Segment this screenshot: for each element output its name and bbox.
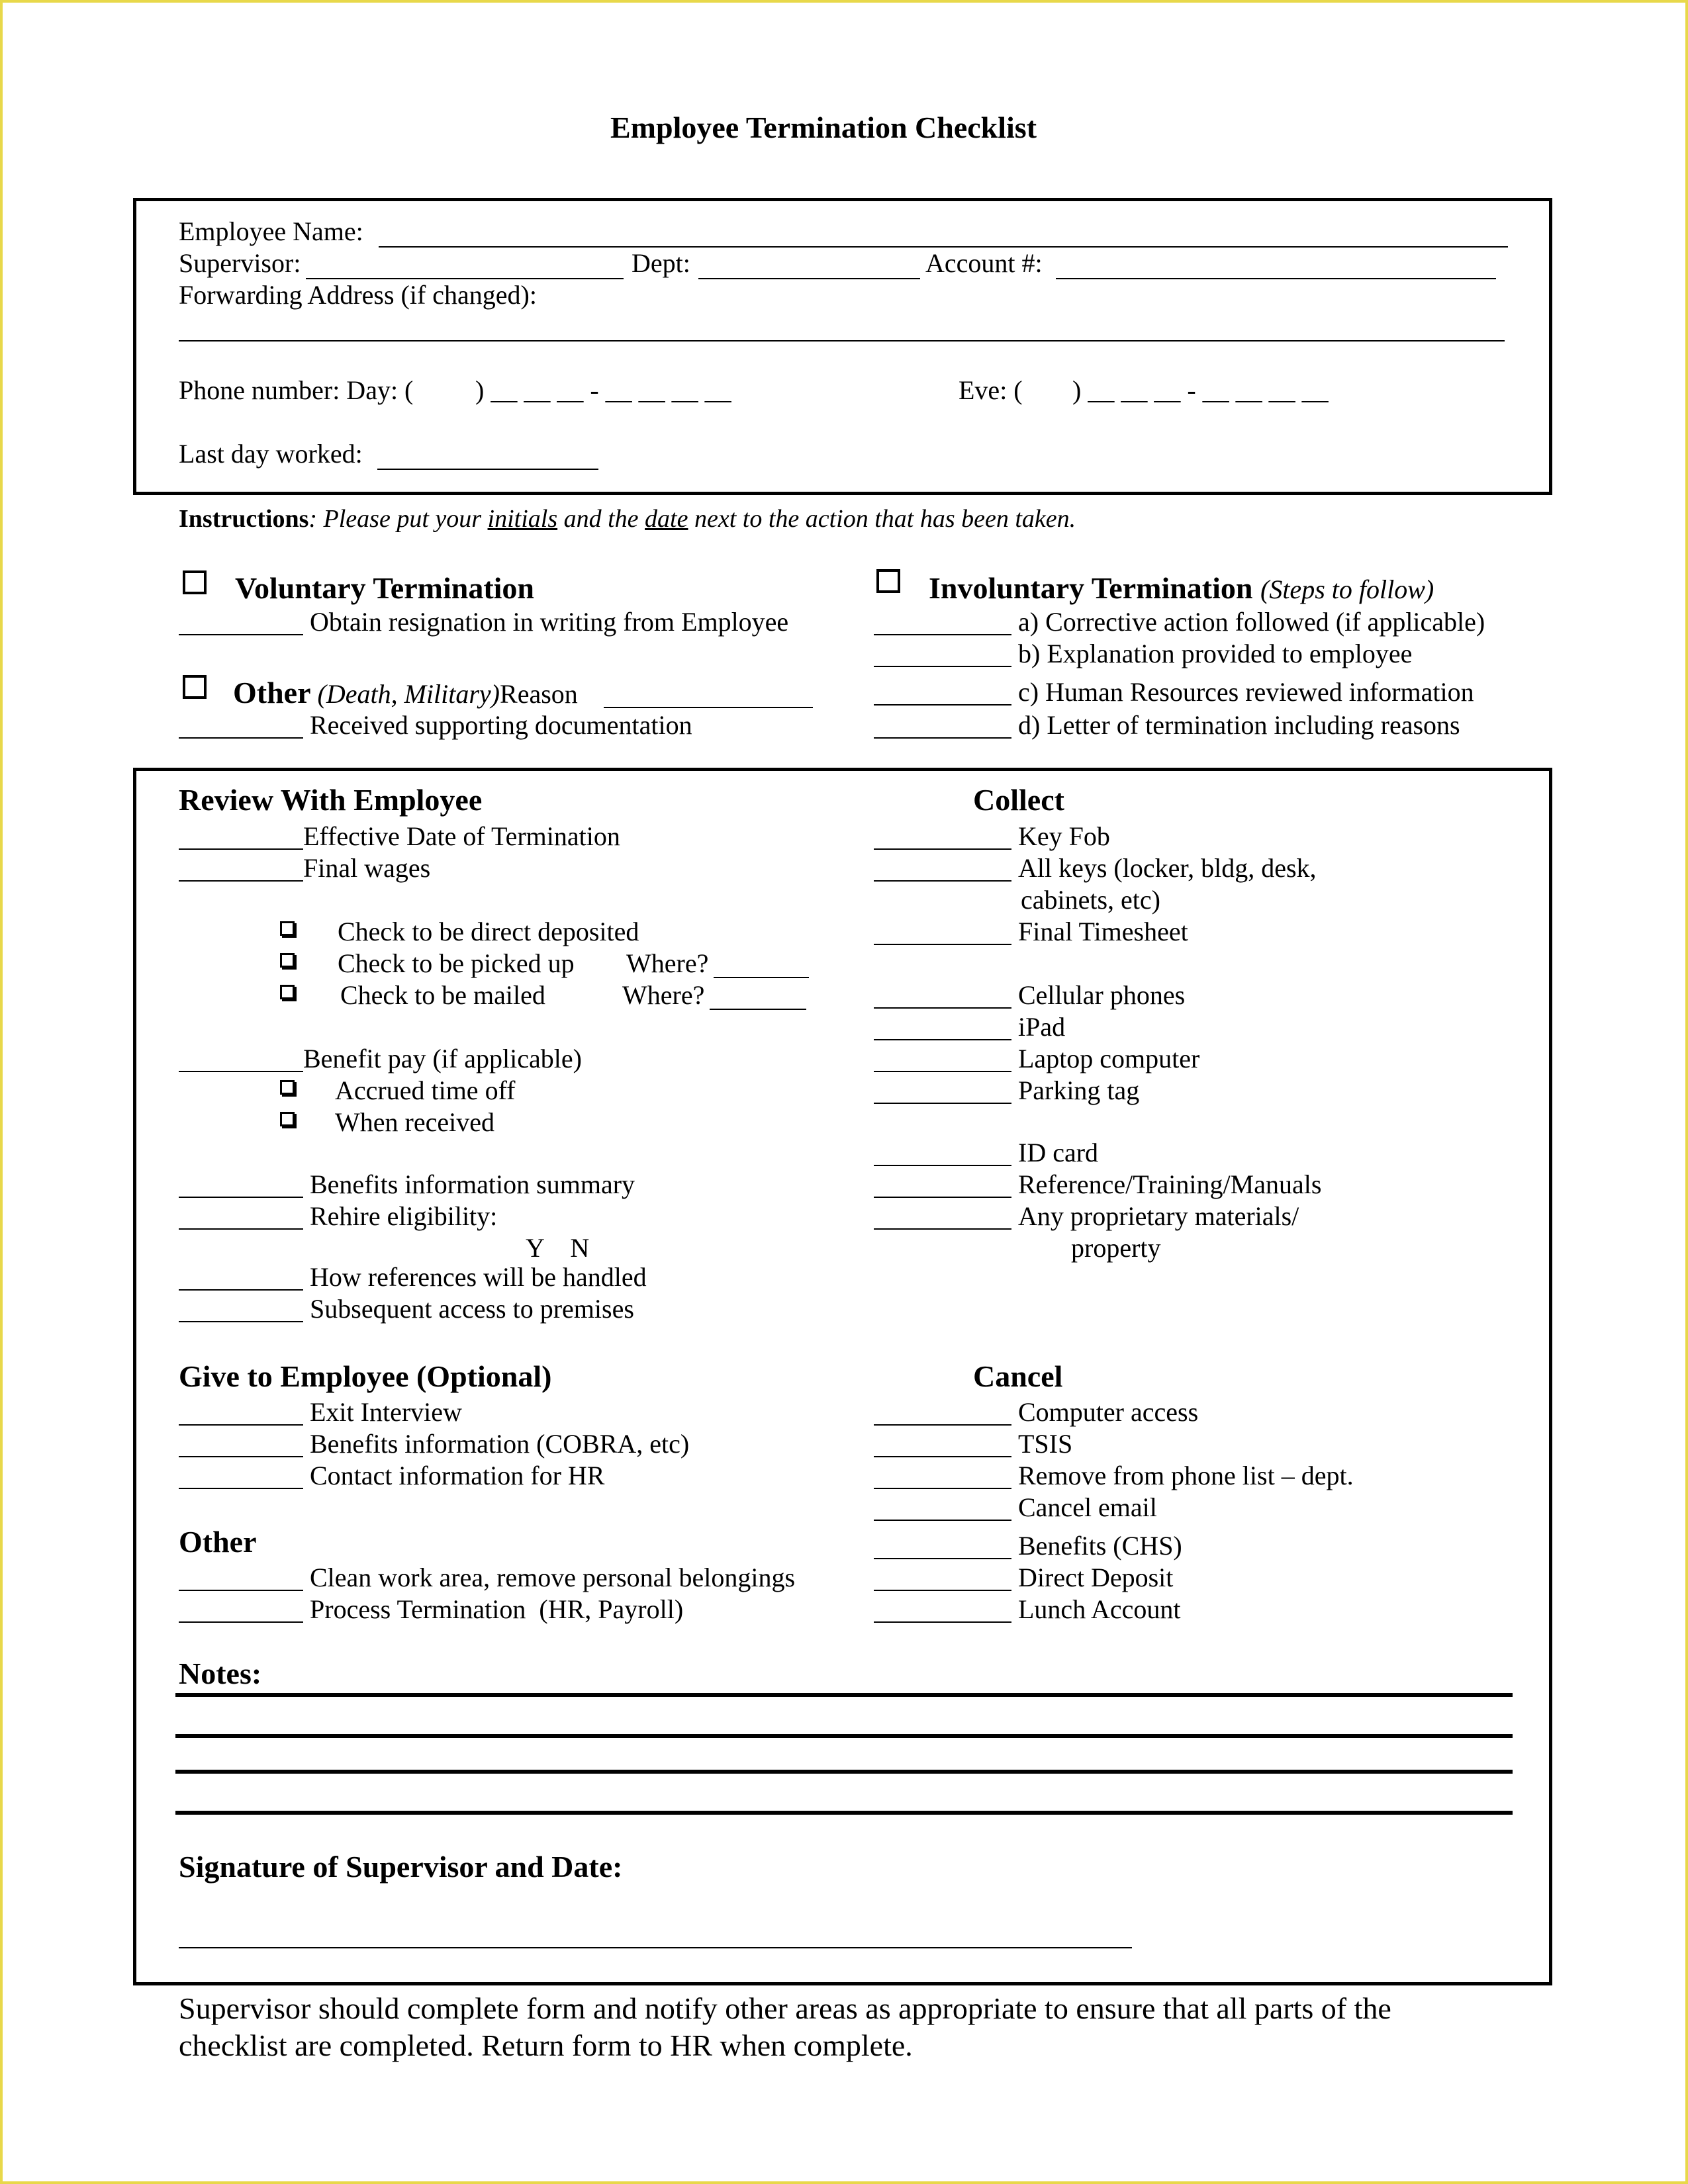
involuntary-initials-a[interactable]: [874, 634, 1011, 635]
other-termination-reason-label: Reason: [500, 679, 578, 709]
notes-line-1[interactable]: [175, 1693, 1513, 1697]
other-termination-paren: (Death, Military): [317, 679, 500, 709]
collect-item: iPad: [1018, 1012, 1066, 1042]
give-item: Benefits information (COBRA, etc): [310, 1429, 690, 1459]
collect-field-3[interactable]: [874, 944, 1011, 945]
account-field[interactable]: [1056, 278, 1496, 279]
notes-line-3[interactable]: [175, 1770, 1513, 1774]
benefits-summary-label: Benefits information summary: [310, 1169, 635, 1199]
involuntary-initials-d[interactable]: [874, 737, 1011, 739]
give-field-1[interactable]: [179, 1456, 303, 1457]
other-initials-field[interactable]: [179, 737, 303, 739]
other-field-1[interactable]: [179, 1621, 303, 1623]
collect-item: Final Timesheet: [1018, 917, 1188, 946]
other-termination-heading: [233, 678, 578, 708]
instructions-text-3: next to the action that has been taken.: [688, 505, 1076, 533]
involuntary-steps: (Steps to follow): [1260, 574, 1434, 604]
when-received-checkbox[interactable]: [280, 1112, 295, 1126]
last-day-field[interactable]: [377, 469, 598, 470]
involuntary-item-b: b) Explanation provided to employee: [1018, 639, 1413, 668]
when-received-label: When received: [335, 1107, 494, 1137]
other-item: Clean work area, remove personal belongings: [310, 1563, 796, 1592]
involuntary-checkbox[interactable]: [876, 569, 900, 593]
forwarding-address-label: Forwarding Address (if changed):: [179, 280, 537, 310]
collect-field-7[interactable]: [874, 1103, 1011, 1104]
collect-field-4[interactable]: [874, 1007, 1011, 1009]
last-day-label: Last day worked:: [179, 439, 363, 469]
voluntary-item: Obtain resignation in writing from Employee: [310, 607, 789, 637]
other-item: Process Termination (HR, Payroll): [310, 1594, 684, 1624]
notes-line-2[interactable]: [175, 1734, 1513, 1738]
other-termination-checkbox[interactable]: [183, 675, 207, 699]
collect-item: All keys (locker, bldg, desk,: [1018, 853, 1317, 883]
collect-item: Laptop computer: [1018, 1044, 1200, 1073]
rehire-label: Rehire eligibility:: [310, 1201, 498, 1231]
instructions-initials: initials: [487, 505, 558, 533]
cancel-item: TSIS: [1018, 1429, 1073, 1459]
review-final-wages: Final wages: [303, 853, 431, 883]
instructions: [179, 506, 1076, 531]
involuntary-initials-b[interactable]: [874, 666, 1011, 667]
involuntary-label: Involuntary Termination: [929, 571, 1253, 605]
notes-line-4[interactable]: [175, 1811, 1513, 1815]
access-field[interactable]: [179, 1321, 303, 1322]
cancel-item: Benefits (CHS): [1018, 1531, 1182, 1561]
review-heading: Review With Employee: [179, 783, 483, 817]
cancel-field-0[interactable]: [874, 1424, 1011, 1426]
check-mailed-checkbox[interactable]: [280, 985, 295, 999]
dept-label: Dept:: [632, 248, 690, 278]
cancel-field-6[interactable]: [874, 1621, 1011, 1623]
instructions-text-2: and the: [557, 505, 645, 533]
check-mailed-where-field[interactable]: [710, 1009, 806, 1010]
check-pickup-where: Where?: [626, 948, 709, 978]
cancel-field-5[interactable]: [874, 1590, 1011, 1591]
involuntary-heading: [929, 573, 1434, 604]
voluntary-checkbox[interactable]: [183, 570, 207, 594]
collect-item: Reference/Training/Manuals: [1018, 1169, 1322, 1199]
accrued-label: Accrued time off: [335, 1075, 516, 1105]
collect-item: ID card: [1018, 1138, 1099, 1167]
check-mailed-where: Where?: [622, 980, 705, 1010]
collect-item: Parking tag: [1018, 1075, 1140, 1105]
other-reason-field[interactable]: [604, 707, 813, 708]
give-heading: Give to Employee (Optional): [179, 1359, 552, 1393]
other-field-0[interactable]: [179, 1590, 303, 1591]
check-direct-checkbox[interactable]: [280, 921, 295, 936]
access-label: Subsequent access to premises: [310, 1294, 634, 1324]
forwarding-address-field[interactable]: [179, 340, 1505, 341]
check-mailed-label: Check to be mailed: [340, 980, 545, 1010]
phone-day-label: Phone number: Day: (: [179, 375, 414, 405]
rehire-field[interactable]: [179, 1228, 303, 1230]
cancel-item: Cancel email: [1018, 1492, 1157, 1522]
check-pickup-label: Check to be picked up: [338, 948, 575, 978]
cancel-field-1[interactable]: [874, 1456, 1011, 1457]
collect-field-5[interactable]: [874, 1039, 1011, 1040]
benefit-pay-label: Benefit pay (if applicable): [303, 1044, 582, 1073]
involuntary-item-d: d) Letter of termination including reasons: [1018, 710, 1460, 740]
account-label: Account #:: [925, 248, 1043, 278]
collect-item: property: [1071, 1233, 1161, 1263]
collect-field-8[interactable]: [874, 1165, 1011, 1166]
check-pickup-checkbox[interactable]: [280, 953, 295, 968]
collect-item: Key Fob: [1018, 821, 1110, 851]
voluntary-heading: Voluntary Termination: [235, 571, 535, 605]
give-field-2[interactable]: [179, 1488, 303, 1489]
dept-field[interactable]: [698, 278, 920, 279]
collect-field-0[interactable]: [874, 848, 1011, 850]
cancel-item: Lunch Account: [1018, 1594, 1181, 1624]
phone-day-field[interactable]: ) __ __ __ - __ __ __ __: [475, 375, 731, 405]
cancel-field-4[interactable]: [874, 1558, 1011, 1559]
signature-field[interactable]: [179, 1947, 1132, 1948]
supervisor-field[interactable]: [306, 278, 624, 279]
collect-item: cabinets, etc): [1021, 885, 1160, 915]
collect-field-6[interactable]: [874, 1071, 1011, 1072]
cancel-item: Direct Deposit: [1018, 1563, 1174, 1592]
signature-label: Signature of Supervisor and Date:: [179, 1850, 623, 1884]
phone-eve-field[interactable]: ) __ __ __ - __ __ __ __: [1072, 375, 1329, 405]
other-termination-label: Other: [233, 676, 311, 709]
collect-field-10[interactable]: [874, 1228, 1011, 1230]
footer-line-2: checklist are completed. Return form to HR when complete.: [179, 2028, 913, 2062]
check-pickup-where-field[interactable]: [714, 977, 809, 978]
review-effective: Effective Date of Termination: [303, 821, 620, 851]
cancel-field-2[interactable]: [874, 1488, 1011, 1489]
accrued-checkbox[interactable]: [280, 1080, 295, 1095]
notes-label: Notes:: [179, 1657, 262, 1690]
voluntary-initials-field[interactable]: [179, 634, 303, 635]
instructions-label: Instructions: [179, 505, 309, 533]
give-field-0[interactable]: [179, 1424, 303, 1426]
page-title: Employee Termination Checklist: [610, 111, 1037, 144]
involuntary-item-a: a) Corrective action followed (if applicable): [1018, 607, 1485, 637]
instructions-text-1: : Please put your: [308, 505, 488, 533]
benefits-summary-field[interactable]: [179, 1197, 303, 1198]
collect-field-1[interactable]: [874, 880, 1011, 882]
employee-name-field[interactable]: [379, 246, 1508, 248]
employee-name-label: Employee Name:: [179, 216, 363, 246]
other-termination-item: Received supporting documentation: [310, 710, 692, 740]
involuntary-initials-c[interactable]: [874, 704, 1011, 705]
references-field[interactable]: [179, 1289, 303, 1291]
cancel-item: Remove from phone list – dept.: [1018, 1461, 1354, 1490]
benefit-pay-field[interactable]: [179, 1071, 303, 1072]
give-item: Exit Interview: [310, 1397, 462, 1427]
other-heading: Other: [179, 1525, 257, 1559]
references-label: How references will be handled: [310, 1262, 647, 1292]
collect-heading: Collect: [973, 783, 1064, 817]
cancel-heading: Cancel: [973, 1359, 1063, 1393]
review-final-wages-field[interactable]: [179, 880, 303, 882]
collect-item: Any proprietary materials/: [1018, 1201, 1299, 1231]
give-item: Contact information for HR: [310, 1461, 605, 1490]
cancel-field-3[interactable]: [874, 1520, 1011, 1521]
footer-line-1: Supervisor should complete form and notify other areas as appropriate to ensure that all parts of the: [179, 1991, 1391, 2025]
phone-eve-label: Eve: (: [959, 375, 1023, 405]
review-effective-field[interactable]: [179, 848, 303, 850]
instructions-date: date: [645, 505, 688, 533]
rehire-yn[interactable]: Y N: [526, 1233, 590, 1263]
cancel-item: Computer access: [1018, 1397, 1199, 1427]
supervisor-label: Supervisor:: [179, 248, 301, 278]
collect-field-9[interactable]: [874, 1197, 1011, 1198]
check-direct-label: Check to be direct deposited: [338, 917, 639, 946]
involuntary-item-c: c) Human Resources reviewed information: [1018, 677, 1474, 707]
collect-item: Cellular phones: [1018, 980, 1186, 1010]
